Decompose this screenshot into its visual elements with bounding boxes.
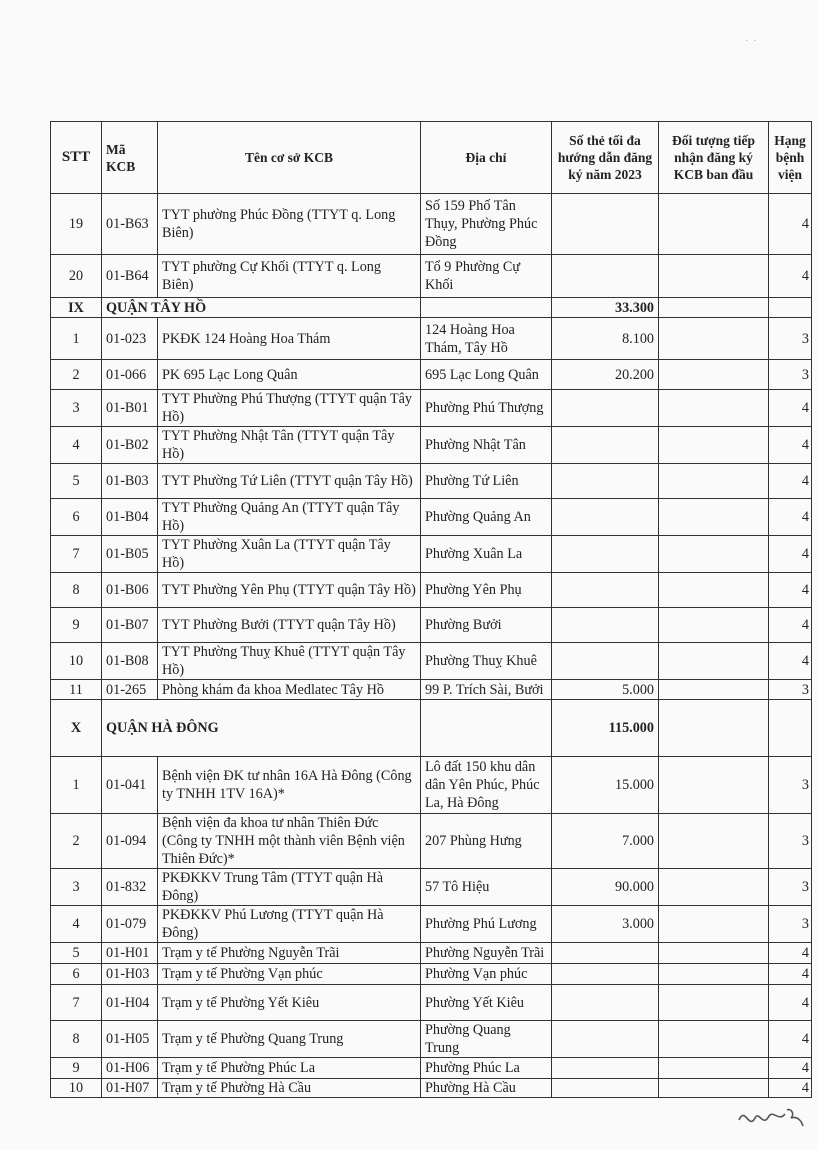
cell-so-the xyxy=(552,536,659,573)
section-number: X xyxy=(51,700,102,757)
cell-ma-kcb: 01-066 xyxy=(102,360,158,390)
cell-dia-chi: 57 Tô Hiệu xyxy=(421,869,552,906)
cell-stt: 9 xyxy=(51,608,102,643)
cell-doi-tuong xyxy=(659,499,769,536)
cell-dia-chi: Phường Yết Kiêu xyxy=(421,985,552,1021)
cell-ten-co-so: Trạm y tế Phường Quang Trung xyxy=(158,1021,421,1058)
section-blank xyxy=(659,298,769,318)
table-row xyxy=(51,985,812,1021)
cell-ma-kcb: 01-079 xyxy=(102,906,158,943)
cell-doi-tuong xyxy=(659,1058,769,1079)
cell-so-the xyxy=(552,943,659,964)
cell-ten-co-so: TYT Phường Quảng An (TTYT quận Tây Hồ) xyxy=(158,499,421,536)
table-row xyxy=(51,573,812,608)
cell-ten-co-so: TYT phường Cự Khối (TTYT q. Long Biên) xyxy=(158,255,421,298)
cell-doi-tuong xyxy=(659,985,769,1021)
table-row xyxy=(51,964,812,985)
cell-stt: 6 xyxy=(51,964,102,985)
table-row xyxy=(51,906,812,943)
table-row xyxy=(51,499,812,536)
cell-doi-tuong xyxy=(659,1079,769,1098)
cell-stt: 3 xyxy=(51,869,102,906)
cell-dia-chi: Phường Tứ Liên xyxy=(421,464,552,499)
cell-hang: 4 xyxy=(769,943,812,964)
cell-so-the xyxy=(552,1079,659,1098)
cell-stt: 20 xyxy=(51,255,102,298)
section-total: 115.000 xyxy=(552,700,659,757)
header-dia-chi: Địa chỉ xyxy=(421,122,552,194)
cell-dia-chi: Tổ 9 Phường Cự Khối xyxy=(421,255,552,298)
cell-doi-tuong xyxy=(659,318,769,360)
cell-ma-kcb: 01-H06 xyxy=(102,1058,158,1079)
cell-ma-kcb: 01-094 xyxy=(102,814,158,869)
table-row xyxy=(51,643,812,680)
cell-so-the xyxy=(552,499,659,536)
cell-stt: 5 xyxy=(51,943,102,964)
scan-specks: · · xyxy=(745,36,757,47)
cell-hang: 4 xyxy=(769,194,812,255)
cell-doi-tuong xyxy=(659,680,769,700)
cell-ten-co-so: TYT Phường Tứ Liên (TTYT quận Tây Hồ) xyxy=(158,464,421,499)
cell-so-the xyxy=(552,964,659,985)
section-title: QUẬN HÀ ĐÔNG xyxy=(102,700,421,757)
cell-so-the xyxy=(552,1021,659,1058)
cell-dia-chi: Phường Phúc La xyxy=(421,1058,552,1079)
cell-ten-co-so: Trạm y tế Phường Nguyễn Trãi xyxy=(158,943,421,964)
cell-so-the: 90.000 xyxy=(552,869,659,906)
cell-so-the xyxy=(552,1058,659,1079)
cell-doi-tuong xyxy=(659,464,769,499)
cell-hang: 4 xyxy=(769,643,812,680)
cell-hang: 4 xyxy=(769,390,812,427)
cell-ma-kcb: 01-832 xyxy=(102,869,158,906)
cell-hang: 4 xyxy=(769,573,812,608)
cell-doi-tuong xyxy=(659,573,769,608)
cell-doi-tuong xyxy=(659,427,769,464)
cell-ma-kcb: 01-B03 xyxy=(102,464,158,499)
cell-so-the: 8.100 xyxy=(552,318,659,360)
cell-ma-kcb: 01-B01 xyxy=(102,390,158,427)
cell-so-the xyxy=(552,427,659,464)
cell-so-the xyxy=(552,464,659,499)
cell-stt: 7 xyxy=(51,985,102,1021)
section-blank xyxy=(659,700,769,757)
cell-ten-co-so: Trạm y tế Phường Vạn phúc xyxy=(158,964,421,985)
cell-dia-chi: Phường Vạn phúc xyxy=(421,964,552,985)
cell-so-the xyxy=(552,643,659,680)
cell-ten-co-so: TYT Phường Nhật Tân (TTYT quận Tây Hồ) xyxy=(158,427,421,464)
cell-stt: 8 xyxy=(51,1021,102,1058)
cell-ten-co-so: TYT Phường Yên Phụ (TTYT quận Tây Hồ) xyxy=(158,573,421,608)
table-body xyxy=(51,194,812,1098)
cell-dia-chi: Phường Quảng An xyxy=(421,499,552,536)
table-row xyxy=(51,680,812,700)
section-blank xyxy=(769,298,812,318)
cell-so-the: 7.000 xyxy=(552,814,659,869)
cell-dia-chi: Phường Bưởi xyxy=(421,608,552,643)
cell-stt: 4 xyxy=(51,906,102,943)
cell-stt: 3 xyxy=(51,390,102,427)
cell-ten-co-so: PK 695 Lạc Long Quân xyxy=(158,360,421,390)
cell-dia-chi: Phường Nhật Tân xyxy=(421,427,552,464)
cell-hang: 3 xyxy=(769,814,812,869)
cell-ten-co-so: TYT Phường Xuân La (TTYT quận Tây Hồ) xyxy=(158,536,421,573)
cell-hang: 4 xyxy=(769,1079,812,1098)
cell-ten-co-so: TYT phường Phúc Đồng (TTYT q. Long Biên) xyxy=(158,194,421,255)
cell-stt: 11 xyxy=(51,680,102,700)
table-row xyxy=(51,464,812,499)
cell-so-the: 5.000 xyxy=(552,680,659,700)
cell-dia-chi: 99 P. Trích Sài, Bưởi xyxy=(421,680,552,700)
table-row xyxy=(51,194,812,255)
section-address-blank xyxy=(421,298,552,318)
cell-stt: 5 xyxy=(51,464,102,499)
cell-doi-tuong xyxy=(659,964,769,985)
cell-ten-co-so: Trạm y tế Phường Hà Cầu xyxy=(158,1079,421,1098)
header-so-the: Số thẻ tối đa hướng dẫn đăng ký năm 2023 xyxy=(552,122,659,194)
cell-so-the xyxy=(552,573,659,608)
cell-stt: 10 xyxy=(51,643,102,680)
cell-ma-kcb: 01-H05 xyxy=(102,1021,158,1058)
cell-dia-chi: Phường Yên Phụ xyxy=(421,573,552,608)
cell-stt: 1 xyxy=(51,757,102,814)
cell-hang: 4 xyxy=(769,608,812,643)
cell-ma-kcb: 01-H04 xyxy=(102,985,158,1021)
cell-hang: 4 xyxy=(769,1021,812,1058)
cell-dia-chi: Phường Xuân La xyxy=(421,536,552,573)
cell-ma-kcb: 01-B63 xyxy=(102,194,158,255)
cell-stt: 10 xyxy=(51,1079,102,1098)
cell-hang: 4 xyxy=(769,464,812,499)
cell-doi-tuong xyxy=(659,360,769,390)
cell-doi-tuong xyxy=(659,906,769,943)
table-row xyxy=(51,814,812,869)
cell-ma-kcb: 01-B08 xyxy=(102,643,158,680)
cell-so-the xyxy=(552,255,659,298)
cell-ma-kcb: 01-B05 xyxy=(102,536,158,573)
cell-dia-chi: Phường Hà Cầu xyxy=(421,1079,552,1098)
cell-so-the: 3.000 xyxy=(552,906,659,943)
section-row xyxy=(51,700,812,757)
header-ma-kcb: Mã KCB xyxy=(102,122,158,194)
cell-stt: 2 xyxy=(51,814,102,869)
cell-ma-kcb: 01-B07 xyxy=(102,608,158,643)
cell-dia-chi: Phường Quang Trung xyxy=(421,1021,552,1058)
table-row xyxy=(51,608,812,643)
cell-stt: 9 xyxy=(51,1058,102,1079)
cell-dia-chi: Phường Phú Thượng xyxy=(421,390,552,427)
cell-stt: 7 xyxy=(51,536,102,573)
cell-dia-chi: 124 Hoàng Hoa Thám, Tây Hồ xyxy=(421,318,552,360)
cell-ten-co-so: TYT Phường Bưởi (TTYT quận Tây Hồ) xyxy=(158,608,421,643)
cell-ten-co-so: Trạm y tế Phường Phúc La xyxy=(158,1058,421,1079)
header-stt: STT xyxy=(51,122,102,194)
cell-hang: 3 xyxy=(769,869,812,906)
cell-ten-co-so: PKĐKKV Phú Lương (TTYT quận Hà Đông) xyxy=(158,906,421,943)
cell-so-the: 15.000 xyxy=(552,757,659,814)
cell-dia-chi: Lô đất 150 khu dân dân Yên Phúc, Phúc La, Hà Đông xyxy=(421,757,552,814)
table-row xyxy=(51,536,812,573)
table-row xyxy=(51,1058,812,1079)
signature-initials xyxy=(735,1100,807,1136)
cell-so-the xyxy=(552,194,659,255)
cell-doi-tuong xyxy=(659,757,769,814)
cell-hang: 3 xyxy=(769,318,812,360)
cell-dia-chi: 207 Phùng Hưng xyxy=(421,814,552,869)
cell-dia-chi: 695 Lạc Long Quân xyxy=(421,360,552,390)
cell-doi-tuong xyxy=(659,536,769,573)
table-row xyxy=(51,318,812,360)
cell-ma-kcb: 01-023 xyxy=(102,318,158,360)
cell-so-the xyxy=(552,608,659,643)
table-row xyxy=(51,869,812,906)
cell-ma-kcb: 01-H01 xyxy=(102,943,158,964)
cell-dia-chi: Số 159 Phố Tân Thụy, Phường Phúc Đồng xyxy=(421,194,552,255)
cell-ma-kcb: 01-265 xyxy=(102,680,158,700)
cell-hang: 4 xyxy=(769,985,812,1021)
cell-doi-tuong xyxy=(659,194,769,255)
cell-doi-tuong xyxy=(659,390,769,427)
cell-ma-kcb: 01-041 xyxy=(102,757,158,814)
cell-ma-kcb: 01-B64 xyxy=(102,255,158,298)
cell-doi-tuong xyxy=(659,814,769,869)
cell-ma-kcb: 01-B06 xyxy=(102,573,158,608)
cell-stt: 2 xyxy=(51,360,102,390)
cell-doi-tuong xyxy=(659,255,769,298)
cell-hang: 4 xyxy=(769,536,812,573)
section-blank xyxy=(769,700,812,757)
table-row xyxy=(51,943,812,964)
cell-hang: 3 xyxy=(769,360,812,390)
header-ten-co-so: Tên cơ sở KCB xyxy=(158,122,421,194)
cell-so-the xyxy=(552,390,659,427)
cell-ma-kcb: 01-H07 xyxy=(102,1079,158,1098)
cell-hang: 3 xyxy=(769,757,812,814)
cell-dia-chi: Phường Phú Lương xyxy=(421,906,552,943)
cell-ten-co-so: PKĐK 124 Hoàng Hoa Thám xyxy=(158,318,421,360)
cell-stt: 6 xyxy=(51,499,102,536)
cell-ten-co-so: Bệnh viện ĐK tư nhân 16A Hà Đông (Công ty TNHH 1TV 16A)* xyxy=(158,757,421,814)
table-row xyxy=(51,390,812,427)
cell-doi-tuong xyxy=(659,1021,769,1058)
cell-stt: 19 xyxy=(51,194,102,255)
table-row xyxy=(51,255,812,298)
cell-hang: 4 xyxy=(769,499,812,536)
header-hang: Hạng bệnh viện xyxy=(769,122,812,194)
cell-doi-tuong xyxy=(659,608,769,643)
cell-dia-chi: Phường Thuỵ Khuê xyxy=(421,643,552,680)
cell-ten-co-so: Bệnh viện đa khoa tư nhân Thiên Đức (Công ty TNHH một thành viên Bệnh viện Thiên Đức)* xyxy=(158,814,421,869)
cell-hang: 4 xyxy=(769,1058,812,1079)
section-row xyxy=(51,298,812,318)
cell-doi-tuong xyxy=(659,643,769,680)
section-title: QUẬN TÂY HỒ xyxy=(102,298,421,318)
cell-stt: 1 xyxy=(51,318,102,360)
section-total: 33.300 xyxy=(552,298,659,318)
cell-hang: 4 xyxy=(769,427,812,464)
cell-ten-co-so: TYT Phường Phú Thượng (TTYT quận Tây Hồ) xyxy=(158,390,421,427)
cell-so-the: 20.200 xyxy=(552,360,659,390)
cell-ma-kcb: 01-B02 xyxy=(102,427,158,464)
header-row xyxy=(51,122,812,194)
cell-ma-kcb: 01-B04 xyxy=(102,499,158,536)
cell-so-the xyxy=(552,985,659,1021)
cell-ten-co-so: Trạm y tế Phường Yết Kiêu xyxy=(158,985,421,1021)
cell-hang: 4 xyxy=(769,964,812,985)
cell-ma-kcb: 01-H03 xyxy=(102,964,158,985)
cell-hang: 4 xyxy=(769,255,812,298)
table-row xyxy=(51,1021,812,1058)
cell-doi-tuong xyxy=(659,943,769,964)
cell-stt: 4 xyxy=(51,427,102,464)
table-row xyxy=(51,1079,812,1098)
cell-ten-co-so: Phòng khám đa khoa Medlatec Tây Hồ xyxy=(158,680,421,700)
table-row xyxy=(51,360,812,390)
table-row xyxy=(51,427,812,464)
cell-hang: 3 xyxy=(769,906,812,943)
header-doi-tuong: Đối tượng tiếp nhận đăng ký KCB ban đầu xyxy=(659,122,769,194)
section-number: IX xyxy=(51,298,102,318)
cell-hang: 3 xyxy=(769,680,812,700)
cell-doi-tuong xyxy=(659,869,769,906)
table-row xyxy=(51,757,812,814)
cell-ten-co-so: TYT Phường Thuỵ Khuê (TTYT quận Tây Hồ) xyxy=(158,643,421,680)
kcb-table xyxy=(50,121,812,1098)
cell-stt: 8 xyxy=(51,573,102,608)
section-address-blank xyxy=(421,700,552,757)
cell-ten-co-so: PKĐKKV Trung Tâm (TTYT quận Hà Đông) xyxy=(158,869,421,906)
cell-dia-chi: Phường Nguyễn Trãi xyxy=(421,943,552,964)
